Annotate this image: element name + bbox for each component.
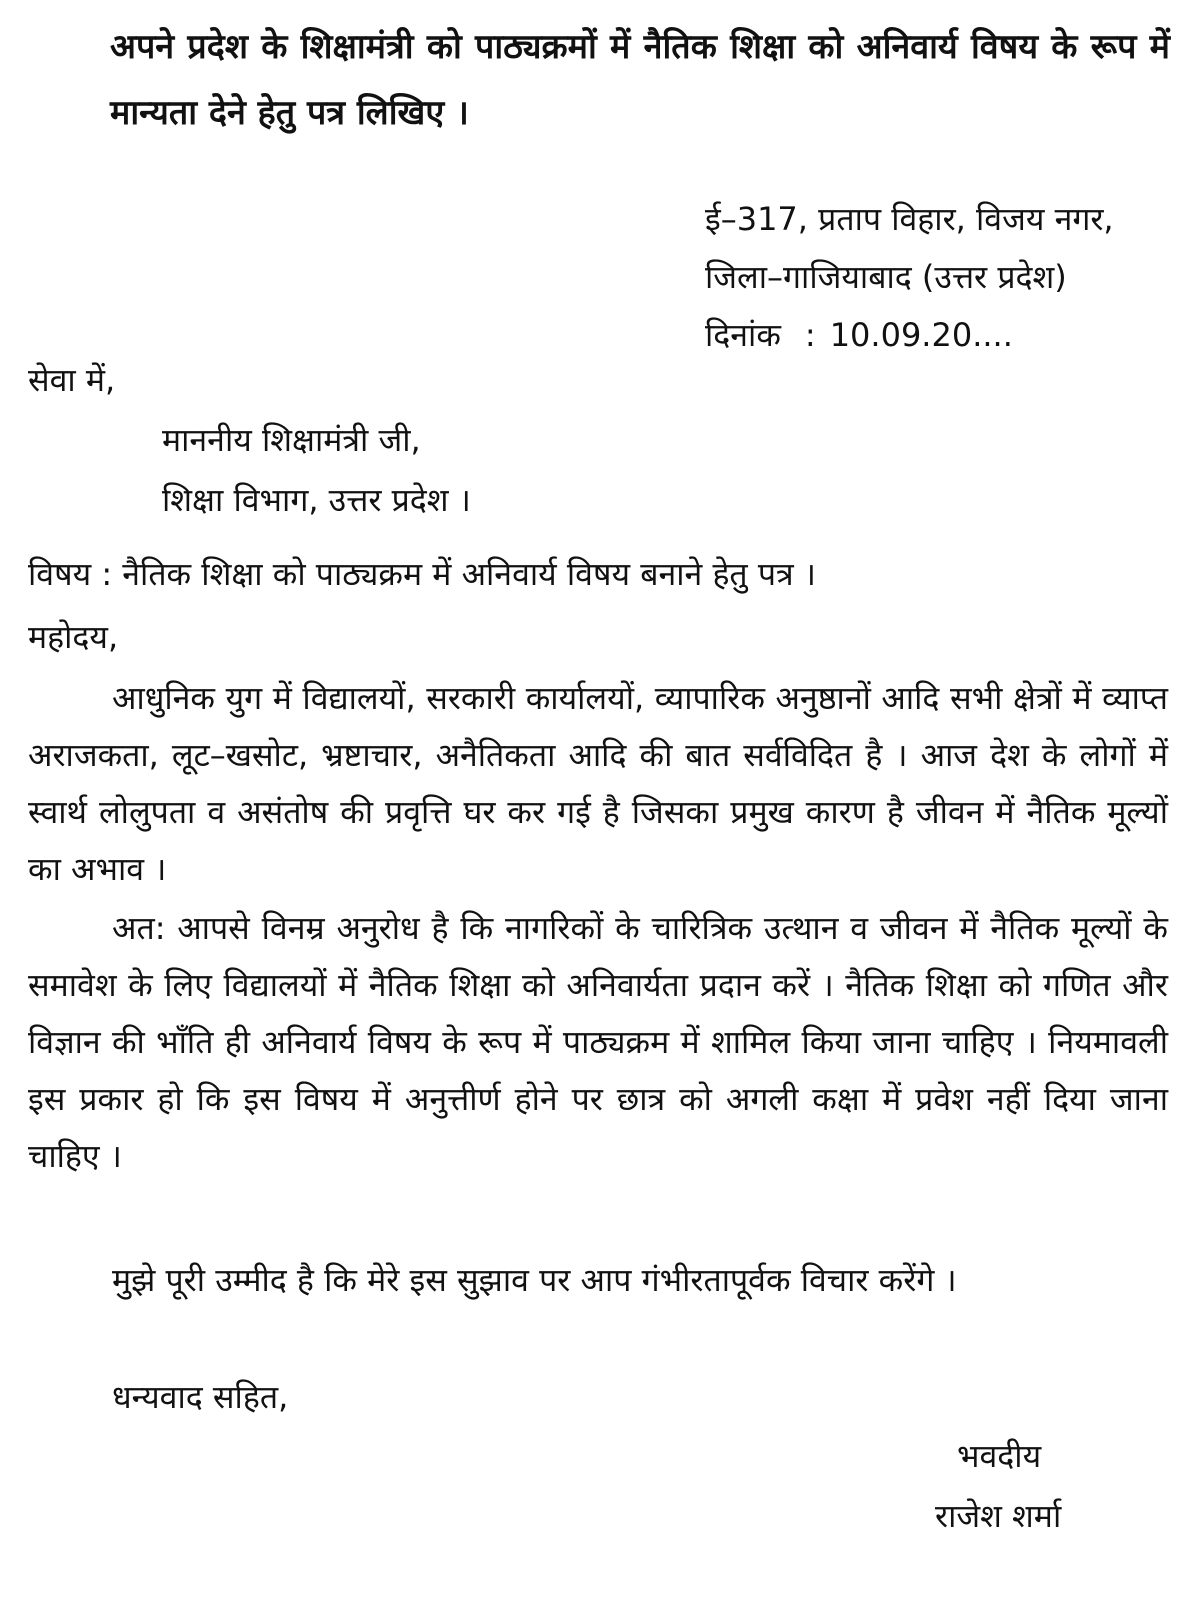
subject-line <box>28 552 816 595</box>
subject-text: नैतिक शिक्षा को पाठ्यक्रम में अनिवार्य विषय बनाने हेतु पत्र । <box>122 555 816 593</box>
body-paragraph-1: आधुनिक युग में विद्यालयों, सरकारी कार्यालयों, व्यापारिक अनुष्ठानों आदि सभी क्षेत्रों में व्याप्त अराजकता, लूट–खसोट, भ्रष्टाचार, अनैतिकता आदि की बात सर्वविदित है । आज देश के लोगों में स्वार्थ लोलुपता व असंतोष की प्रवृत्ति घर कर गई है जिसका प्रमुख कारण है जीवन में नैतिक मूल्यों का अभाव । <box>28 679 1168 888</box>
date-value: 10.09.20.... <box>829 316 1013 354</box>
recipient-line-1: माननीय शिक्षामंत्री जी, <box>162 421 421 459</box>
sign-off: भवदीय <box>957 1437 1042 1475</box>
date-row <box>705 306 1114 364</box>
question-heading: अपने प्रदेश के शिक्षामंत्री को पाठ्यक्रमों में नैतिक शिक्षा को अनिवार्य विषय के रूप में मान्यता देने हेतु पत्र लिखिए । <box>110 27 1170 133</box>
date-separator: : <box>804 316 816 354</box>
subject-label: विषय <box>28 555 92 593</box>
signatory-name: राजेश शर्मा <box>935 1497 1062 1535</box>
recipient-line-2: शिक्षा विभाग, उत्तर प्रदेश । <box>162 481 471 519</box>
address-line-2: जिला–गाजियाबाद (उत्तर प्रदेश) <box>705 258 1067 296</box>
sender-address <box>705 190 1114 364</box>
body-paragraph-3: मुझे पूरी उम्मीद है कि मेरे इस सुझाव पर आप गंभीरतापूर्वक विचार करेंगे । <box>112 1261 957 1299</box>
closing-line: धन्यवाद सहित, <box>112 1378 289 1416</box>
subject-separator: : <box>101 555 113 593</box>
date-label: दिनांक <box>705 316 781 354</box>
to-label: सेवा में, <box>28 361 116 399</box>
body-paragraph-2: अत: आपसे विनम्र अनुरोध है कि नागरिकों के चारित्रिक उत्थान व जीवन में नैतिक मूल्यों के समावेश के लिए विद्यालयों में नैतिक शिक्षा को अनिवार्यता प्रदान करें । नैतिक शिक्षा को गणित और विज्ञान की भाँति ही अनिवार्य विषय के रूप में पाठ्यक्रम में शामिल किया जाना चाहिए । नियमावली इस प्रकार हो कि इस विषय में अनुत्तीर्ण होने पर छात्र को अगली कक्षा में प्रवेश नहीं दिया जाना चाहिए । <box>28 909 1168 1175</box>
salutation: महोदय, <box>28 618 119 656</box>
address-line-1: ई–317, प्रताप विहार, विजय नगर, <box>705 200 1114 238</box>
